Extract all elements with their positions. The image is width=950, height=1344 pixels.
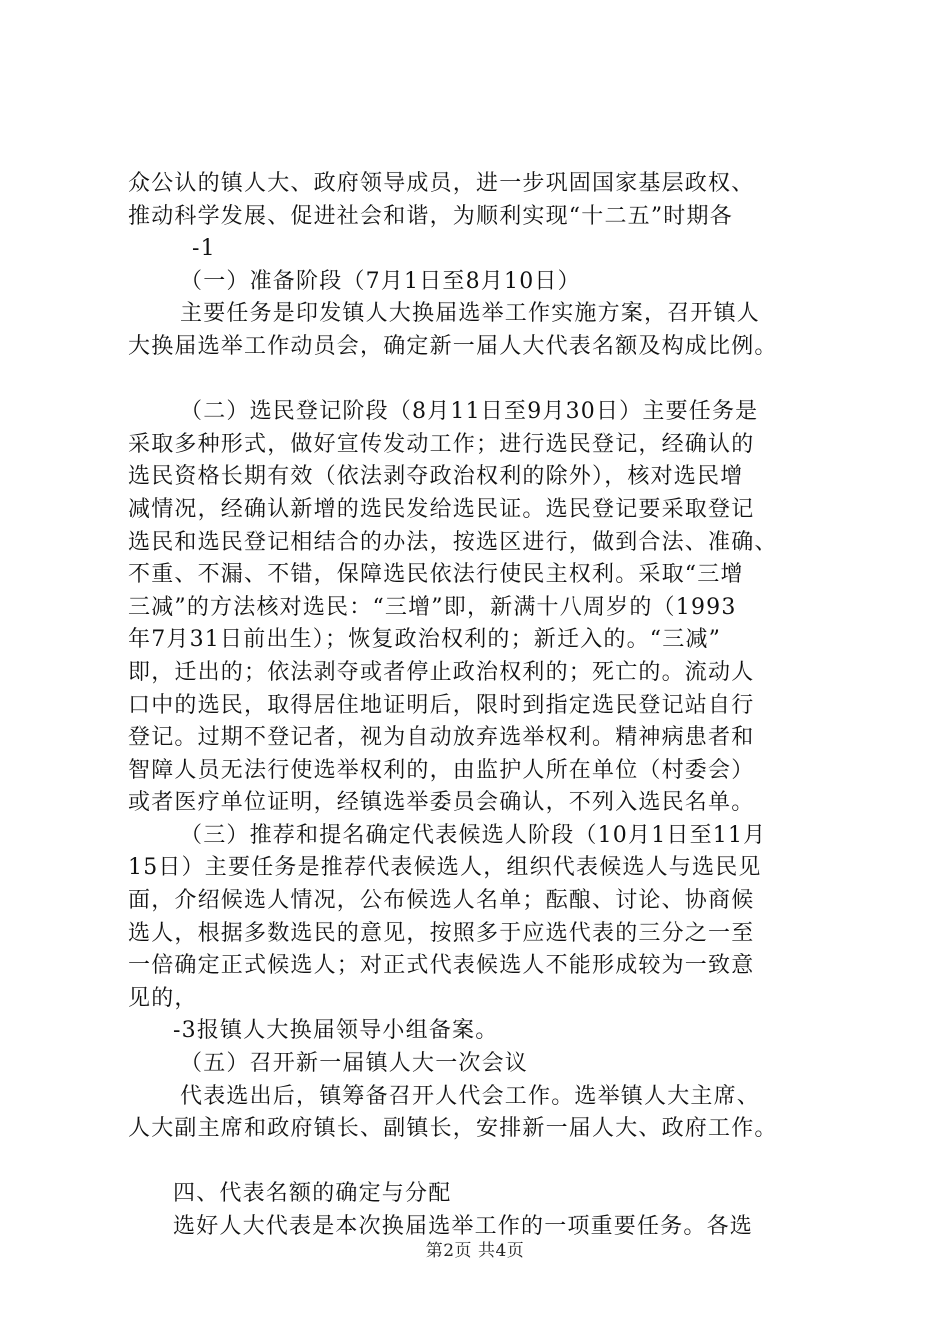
text-line: 采取多种形式，做好宣传发动工作；进行选民登记，经确认的 — [128, 431, 755, 457]
section-heading: （三）推荐和提名确定代表候选人阶段（10月1日至11月 — [180, 822, 767, 848]
page-marker: -3报镇人大换届领导小组备案。 — [173, 1018, 499, 1044]
text-line: 主要任务是印发镇人大换届选举工作实施方案，召开镇人 — [180, 301, 761, 327]
section-heading: （二）选民登记阶段（8月11日至9月30日）主要任务是 — [180, 399, 759, 425]
text-line: 见的， — [128, 985, 198, 1011]
section-heading: 四、代表名额的确定与分配 — [173, 1181, 452, 1207]
paragraph-gap — [128, 1146, 840, 1179]
text-line: 代表选出后，镇筹备召开人代会工作。选举镇人大主席、 — [180, 1083, 761, 1109]
text-line: 人大副主席和政府镇长、副镇长，安排新一届人大、政府工作。 — [128, 1116, 778, 1142]
text-line: 减情况，经确认新增的选民发给选民证。选民登记要采取登记 — [128, 496, 755, 522]
text-line: 众公认的镇人大、政府领导成员，进一步巩固国家基层政权、 — [128, 171, 755, 196]
text-line: 三减”的方法核对选民：“三增”即，新满十八周岁的（1993 — [128, 594, 737, 620]
page-marker: -1 — [192, 236, 216, 262]
text-line: 年7月31日前出生）；恢复政治权利的；新迁入的。“三减” — [128, 627, 722, 653]
text-line: 一倍确定正式候选人；对正式代表候选人不能形成较为一致意 — [128, 953, 755, 979]
text-line: 即，迁出的；依法剥夺或者停止政治权利的；死亡的。流动人 — [128, 659, 755, 685]
text-line: 登记。过期不登记者，视为自动放弃选举权利。精神病患者和 — [128, 725, 755, 751]
text-line: 口中的选民，取得居住地证明后，限时到指定选民登记站自行 — [128, 692, 755, 718]
text-line: 选民和选民登记相结合的办法，按选区进行，做到合法、准确、 — [128, 529, 778, 555]
text-line: 大换届选举工作动员会，确定新一届人大代表名额及构成比例。 — [128, 333, 778, 359]
page-footer: 第2页 共4页 — [425, 1241, 525, 1261]
paragraph-gap — [128, 364, 840, 397]
text-line: 选人，根据多数选民的意见，按照多于应选代表的三分之一至 — [128, 920, 755, 946]
text-line: 选好人大代表是本次换届选举工作的一项重要任务。各选 — [173, 1214, 754, 1239]
text-line: 或者医疗单位证明，经镇选举委员会确认，不列入选民名单。 — [128, 790, 755, 816]
text-line: 推动科学发展、促进社会和谐，为顺利实现“十二五”时期各 — [128, 203, 733, 229]
document-body — [128, 168, 840, 1244]
text-line: 15日）主要任务是推荐代表候选人，组织代表候选人与选民见 — [128, 855, 762, 881]
text-line: 不重、不漏、不错，保障选民依法行使民主权利。采取“三增 — [128, 562, 744, 588]
section-heading: （五）召开新一届镇人大一次会议 — [180, 1051, 529, 1077]
text-line: 选民资格长期有效（依法剥夺政治权利的除外），核对选民增 — [128, 464, 744, 490]
section-heading: （一）准备阶段（7月1日至8月10日） — [180, 268, 581, 294]
text-line: 智障人员无法行使选举权利的，由监护人所在单位（村委会） — [128, 757, 755, 783]
text-line: 面，介绍候选人情况，公布候选人名单；酝酿、讨论、协商候 — [128, 888, 755, 914]
